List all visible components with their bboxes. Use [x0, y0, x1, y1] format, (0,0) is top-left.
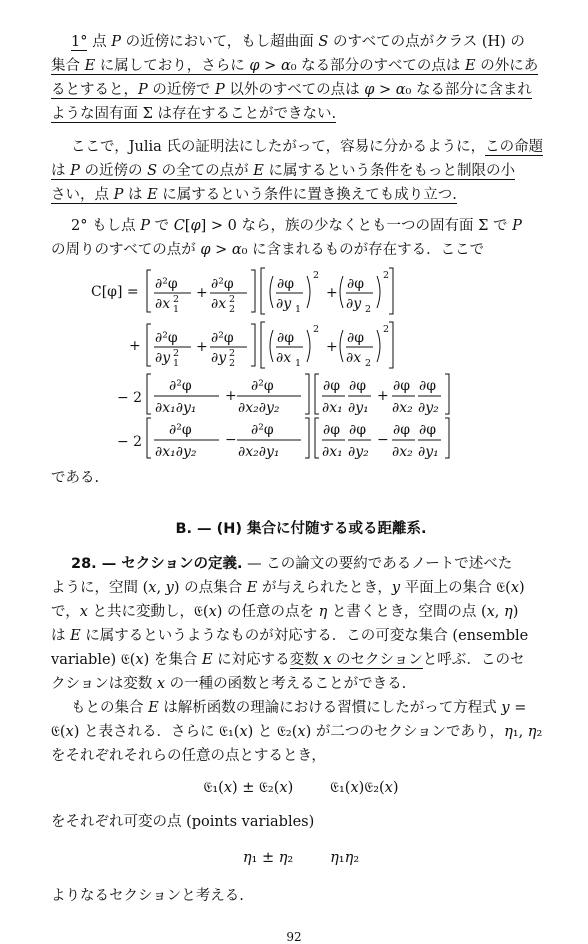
svg-text:∂y: ∂y	[346, 296, 362, 312]
svg-text:∂x: ∂x	[276, 350, 292, 366]
svg-text:∂²φ: ∂²φ	[169, 378, 192, 394]
svg-text:+: +	[326, 339, 338, 355]
svg-text:2: 2	[383, 270, 390, 281]
svg-text:−: −	[377, 432, 389, 448]
para3-line2: の周りのすべての点が φ > α₀ に含まれるものが存在する．ここで	[51, 242, 485, 258]
formula-row1	[147, 268, 393, 315]
svg-text:∂x₁: ∂x₁	[322, 444, 343, 460]
para4-line1: 28. — セクションの定義. — この論文の要約であるノートで述べた	[71, 556, 513, 572]
svg-text:2: 2	[313, 270, 320, 281]
svg-text:2: 2	[229, 358, 236, 369]
svg-text:∂x: ∂x	[211, 296, 227, 312]
para5-line3: をそれぞれそれらの任意の点とするとき，	[51, 748, 326, 764]
svg-text:∂y: ∂y	[155, 350, 171, 366]
svg-text:2: 2	[229, 294, 236, 305]
svg-text:∂φ: ∂φ	[393, 378, 411, 394]
para4-line6: クションは変数 x の一種の函数と考えることができる.	[51, 676, 407, 692]
svg-text:∂²φ: ∂²φ	[155, 330, 178, 346]
para2-line2: は P の近傍の S の全ての点が E に属するという条件をもっと制限の小	[51, 163, 515, 179]
svg-text:∂φ: ∂φ	[349, 378, 367, 394]
svg-text:∂y₁: ∂y₁	[348, 400, 369, 416]
svg-text:∂φ: ∂φ	[347, 330, 365, 346]
svg-text:+: +	[377, 388, 389, 404]
svg-text:∂²φ: ∂²φ	[251, 378, 274, 394]
svg-text:∂x₂∂y₁: ∂x₂∂y₁	[238, 444, 280, 460]
svg-text:∂φ: ∂φ	[349, 422, 367, 438]
svg-text:+: +	[129, 338, 141, 354]
svg-text:2: 2	[365, 358, 372, 369]
svg-text:∂x₂∂y₂: ∂x₂∂y₂	[238, 400, 280, 416]
svg-text:∂²φ: ∂²φ	[155, 276, 178, 292]
svg-text:− 2: − 2	[117, 390, 143, 406]
svg-text:∂φ: ∂φ	[419, 378, 437, 394]
svg-text:∂φ: ∂φ	[277, 276, 295, 292]
svg-text:∂x₁∂y₂: ∂x₁∂y₂	[155, 444, 197, 460]
para2-line1: ここで，Julia 氏の証明法にしたがって，容易に分かるように，この命題	[71, 139, 544, 155]
para1-line2: 集合 E に属しており，さらに φ > α₀ なる部分のすべての点は E の外にあ	[51, 58, 539, 74]
svg-text:2: 2	[173, 294, 180, 305]
svg-text:2: 2	[229, 348, 236, 359]
c-phi-formula	[51, 262, 471, 462]
svg-text:2: 2	[313, 324, 320, 335]
svg-text:∂y₂: ∂y₂	[348, 444, 369, 460]
svg-text:+: +	[225, 388, 237, 404]
svg-text:∂y₁: ∂y₁	[418, 444, 439, 460]
svg-text:2: 2	[365, 304, 372, 315]
svg-text:∂y: ∂y	[276, 296, 292, 312]
svg-text:+: +	[326, 285, 338, 301]
svg-text:− 2: − 2	[117, 434, 143, 450]
para2-line3: さい，点 P は E に属するという条件に置き換えても成り立つ.	[51, 187, 457, 203]
svg-text:∂x₁: ∂x₁	[322, 400, 343, 416]
svg-text:∂²φ: ∂²φ	[169, 422, 192, 438]
svg-text:∂φ: ∂φ	[323, 378, 341, 394]
svg-text:∂x₂: ∂x₂	[392, 400, 413, 416]
last-line: よりなるセクションと考える.	[51, 888, 244, 904]
svg-text:∂²φ: ∂²φ	[251, 422, 274, 438]
formula-row3	[117, 374, 449, 416]
equation-sections: 𝔈₁(x) ± 𝔈₂(x) 𝔈₁(x)𝔈₂(x)	[203, 780, 399, 796]
svg-text:∂x₂: ∂x₂	[392, 444, 413, 460]
svg-text:2: 2	[173, 348, 180, 359]
formula-row2	[129, 322, 393, 369]
svg-text:∂φ: ∂φ	[419, 422, 437, 438]
para1-line4: ような固有面 Σ は存在することができない.	[51, 106, 337, 122]
para5-line1: もとの集合 E は解析函数の理論における習慣にしたがって方程式 y =	[71, 700, 527, 716]
para4-line3: で，x と共に変動し，𝔈(x) の任意の点を η と書くとき，空間の点 (x, η)	[51, 604, 519, 620]
svg-text:1: 1	[295, 304, 302, 315]
svg-text:∂x₁∂y₁: ∂x₁∂y₁	[155, 400, 197, 416]
svg-text:2: 2	[229, 304, 236, 315]
dearu-text: である.	[51, 470, 100, 486]
after-eq1-text: をそれぞれ可変の点 (points variables)	[51, 814, 315, 830]
equation-points: η₁ ± η₂ η₁η₂	[242, 850, 360, 866]
para4-line5: variable) 𝔈(x) を集合 E に対応する変数 x のセクションと呼ぶ．このセ	[51, 652, 525, 668]
svg-text:∂φ: ∂φ	[323, 422, 341, 438]
svg-text:∂y₂: ∂y₂	[418, 400, 439, 416]
svg-text:1: 1	[173, 304, 180, 315]
svg-text:∂x: ∂x	[155, 296, 171, 312]
svg-text:∂φ: ∂φ	[347, 276, 365, 292]
svg-text:∂²φ: ∂²φ	[211, 330, 234, 346]
svg-text:+: +	[196, 285, 208, 301]
para1-line1: 1° 点 P の近傍において，もし超曲面 S のすべての点がクラス (H) の	[71, 34, 525, 50]
svg-text:∂φ: ∂φ	[277, 330, 295, 346]
para5-line2: 𝔈(x) と表される．さらに 𝔈₁(x) と 𝔈₂(x) が二つのセクションであり，η₁, η₂	[51, 724, 543, 740]
svg-text:1: 1	[295, 358, 302, 369]
svg-text:∂φ: ∂φ	[393, 422, 411, 438]
svg-text:−: −	[225, 432, 237, 448]
svg-text:∂²φ: ∂²φ	[211, 276, 234, 292]
para1-line3: るとすると，P の近傍で P 以外のすべての点は φ > α₀ なる部分に含まれ	[51, 82, 532, 98]
page-number: 92	[286, 930, 302, 944]
formula-row4	[117, 418, 449, 460]
section-heading: B. — (H) 集合に付随する或る距離系.	[175, 521, 427, 537]
para4-line2: ように，空間 (x, y) の点集合 E が与えられたとき，y 平面上の集合 𝔈(x)	[51, 580, 525, 596]
formula-lhs: C[φ] =	[91, 284, 139, 300]
svg-text:+: +	[196, 339, 208, 355]
para4-line4: は E に属するというようなものが対応する．この可変な集合 (ensemble	[51, 628, 529, 644]
para3-line1: 2° もし点 P で C[φ] > 0 なら，族の少なくとも一つの固有面 Σ で P	[71, 218, 522, 234]
svg-text:∂x: ∂x	[346, 350, 362, 366]
svg-text:1: 1	[173, 358, 180, 369]
svg-text:∂y: ∂y	[211, 350, 227, 366]
svg-text:2: 2	[383, 324, 390, 335]
